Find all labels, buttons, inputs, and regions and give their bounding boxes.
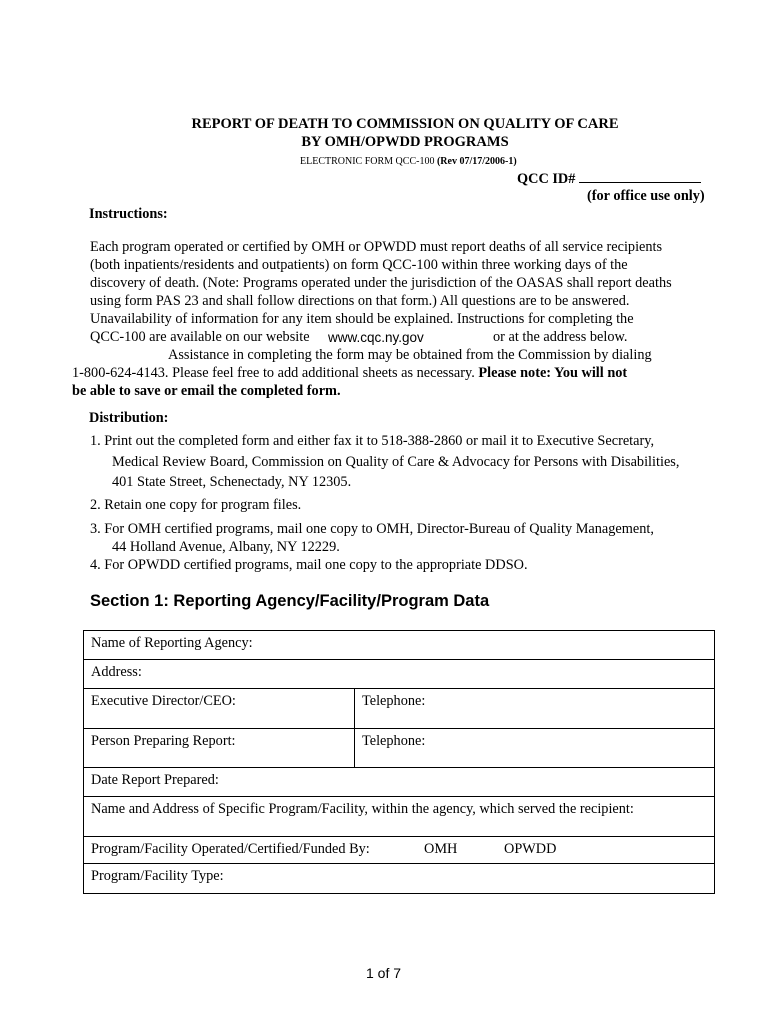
facility-type-label: Program/Facility Type: — [91, 868, 224, 884]
operated-by-label: Program/Facility Operated/Certified/Funded By: — [91, 841, 370, 857]
instructions-line3: discovery of death. (Note: Programs operated under the jurisdiction of the OASAS shall report deaths — [90, 275, 672, 291]
distribution-item1-line1: 1. Print out the completed form and either fax it to 518-388-2860 or mail it to Executive Secretary, — [90, 433, 655, 449]
page-number: 1 of 7 — [366, 965, 402, 981]
telephone2-label[interactable]: Telephone: — [362, 733, 426, 749]
exec-director-row — [84, 688, 714, 728]
distribution-item1-line3: 401 State Street, Schenectady, NY 12305. — [112, 474, 352, 490]
person-preparing-label[interactable]: Person Preparing Report: — [91, 733, 236, 749]
instructions-line8b: Please note: You will not — [478, 365, 628, 381]
form-id-prefix: ELECTRONIC FORM QCC-100 — [300, 156, 437, 167]
date-prepared-label: Date Report Prepared: — [91, 772, 219, 788]
instructions-line6b: or at the address below. — [493, 329, 628, 345]
distribution-item3-line1: 3. For OMH certified programs, mail one copy to OMH, Director-Bureau of Quality Management, — [90, 521, 654, 537]
date-prepared-row[interactable] — [84, 767, 714, 796]
instructions-line8 — [72, 365, 627, 382]
distribution-item3-line2: 44 Holland Avenue, Albany, NY 12229. — [112, 539, 340, 555]
form-id-rev: (Rev 07/17/2006-1) — [436, 156, 517, 167]
instructions-line5: Unavailability of information for any item should be explained. Instructions for completing the — [90, 311, 634, 327]
instructions-line2: (both inpatients/residents and outpatients) on form QCC-100 within three working days of the — [90, 257, 628, 273]
form-id — [300, 156, 517, 167]
agency-name-row[interactable] — [84, 631, 714, 659]
qcc-id-underline[interactable] — [579, 170, 701, 183]
qcc-id-label: QCC ID# — [517, 171, 576, 187]
operated-by-row — [84, 836, 714, 863]
distribution-item1-line2: Medical Review Board, Commission on Quality of Care & Advocacy for Persons with Disabilities, — [112, 454, 680, 470]
instructions-line1: Each program operated or certified by OMH or OPWDD must report deaths of all service recipients — [90, 239, 663, 255]
website-link[interactable]: www.cqc.ny.gov — [328, 330, 424, 345]
distribution-item2: 2. Retain one copy for program files. — [90, 497, 302, 513]
address-row[interactable] — [84, 659, 714, 688]
option-opwdd[interactable]: OPWDD — [504, 841, 557, 857]
section1-heading: Section 1: Reporting Agency/Facility/Program Data — [90, 592, 490, 610]
exec-director-label[interactable]: Executive Director/CEO: — [91, 693, 236, 709]
form-title-line1: REPORT OF DEATH TO COMMISSION ON QUALITY OF CARE — [191, 116, 619, 132]
instructions-heading: Instructions: — [89, 206, 168, 222]
program-name-address-row[interactable] — [84, 796, 714, 836]
person-preparing-row — [84, 728, 714, 767]
address-label: Address: — [91, 664, 142, 680]
form-title-line2: BY OMH/OPWDD PROGRAMS — [301, 134, 509, 150]
column-divider — [354, 689, 355, 728]
instructions-line7: Assistance in completing the form may be obtained from the Commission by dialing — [168, 347, 652, 363]
option-omh[interactable]: OMH — [424, 841, 458, 857]
program-name-address-label: Name and Address of Specific Program/Facility, within the agency, which served the recipient: — [91, 801, 634, 817]
distribution-heading: Distribution: — [89, 410, 169, 426]
instructions-line6a: QCC-100 are available on our website — [90, 329, 310, 345]
agency-name-label: Name of Reporting Agency: — [91, 635, 253, 651]
office-use-note: (for office use only) — [587, 188, 705, 204]
distribution-item4: 4. For OPWDD certified programs, mail one copy to the appropriate DDSO. — [90, 557, 528, 573]
section1-table — [83, 630, 715, 894]
telephone1-label[interactable]: Telephone: — [362, 693, 426, 709]
instructions-line9: be able to save or email the completed form. — [72, 383, 341, 399]
instructions-line8a: 1-800-624-4143. Please feel free to add additional sheets as necessary. — [72, 365, 479, 381]
facility-type-row[interactable] — [84, 863, 714, 893]
column-divider — [354, 729, 355, 767]
instructions-line4: using form PAS 23 and shall follow directions on that form.) All questions are to be answered. — [90, 293, 630, 309]
qcc-id-field[interactable] — [517, 170, 701, 188]
